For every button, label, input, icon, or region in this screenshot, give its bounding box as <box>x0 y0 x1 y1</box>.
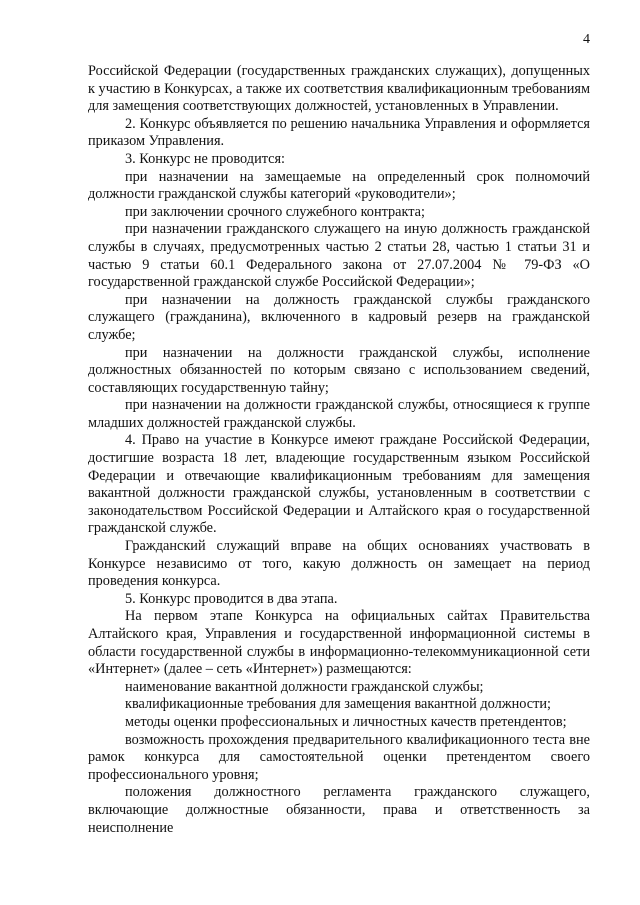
page-number: 4 <box>583 32 590 47</box>
paragraph: 4. Право на участие в Конкурсе имеют граждане Российской Федерации, достигшие возраста 18 лет, владеющие государственным языком Российской Федерации и отвечающие квалификационным требованиям для замещения вакантной должности гражданской службы, установленным в соответствии с законодательством Российской Федерации и Алтайского края о государственной гражданской службе. <box>88 432 590 537</box>
paragraph: при назначении гражданского служащего на иную должность гражданской службы в случаях, предусмотренных частью 2 статьи 28, частью 1 статьи 31 и частью 9 статьи 60.1 Федерального закона от 27.07.2004 № 79-ФЗ «О государственной гражданской службе Российской Федерации»; <box>88 221 590 291</box>
paragraph: наименование вакантной должности гражданской службы; <box>125 678 484 695</box>
paragraph: Гражданский служащий вправе на общих основаниях участвовать в Конкурсе независимо от того, какую должность он замещает на период проведения конкурса. <box>88 538 590 590</box>
paragraph: при назначении на должность гражданской службы гражданского служащего (гражданина), включенного в кадровый резерв на гражданской службе; <box>88 291 590 343</box>
paragraph: 3. Конкурс не проводится: <box>125 150 286 167</box>
paragraph: при назначении на должности гражданской службы, относящиеся к группе младших должностей гражданской службы. <box>88 397 590 431</box>
paragraph: Российской Федерации (государственных гражданских служащих), допущенных к участию в Конкурсах, а также их соответствия квалификационным требованиям для замещения соответствующих должностей, установленных в Управлении. <box>88 63 590 115</box>
paragraph: На первом этапе Конкурса на официальных сайтах Правительства Алтайского края, Управления и государственной информационной системы в области государственной службы в информационно-телекоммуникационной сети «Интернет» (далее – сеть «Интернет») размещаются: <box>88 608 590 678</box>
paragraph: возможность прохождения предварительного квалификационного теста вне рамок конкурса для самостоятельной оценки претендентом своего профессионального уровня; <box>88 731 590 783</box>
paragraph: 5. Конкурс проводится в два этапа. <box>125 590 338 607</box>
paragraph: 2. Конкурс объявляется по решению начальника Управления и оформляется приказом Управления. <box>88 115 590 150</box>
paragraph: положения должностного регламента гражданского служащего, включающие должностные обязанности, права и ответственность за неисполнение <box>88 784 590 836</box>
paragraph: методы оценки профессиональных и личностных качеств претендентов; <box>125 713 567 730</box>
paragraph: при назначении на замещаемые на определенный срок полномочий должности гражданской службы категорий «руководители»; <box>88 168 590 203</box>
paragraph: квалификационные требования для замещения вакантной должности; <box>125 696 552 713</box>
paragraph: при назначении на должности гражданской службы, исполнение должностных обязанностей по которым связано с использованием сведений, составляющих государственную тайну; <box>88 344 590 396</box>
document-body <box>88 63 590 837</box>
paragraph: при заключении срочного служебного контракта; <box>125 203 426 220</box>
